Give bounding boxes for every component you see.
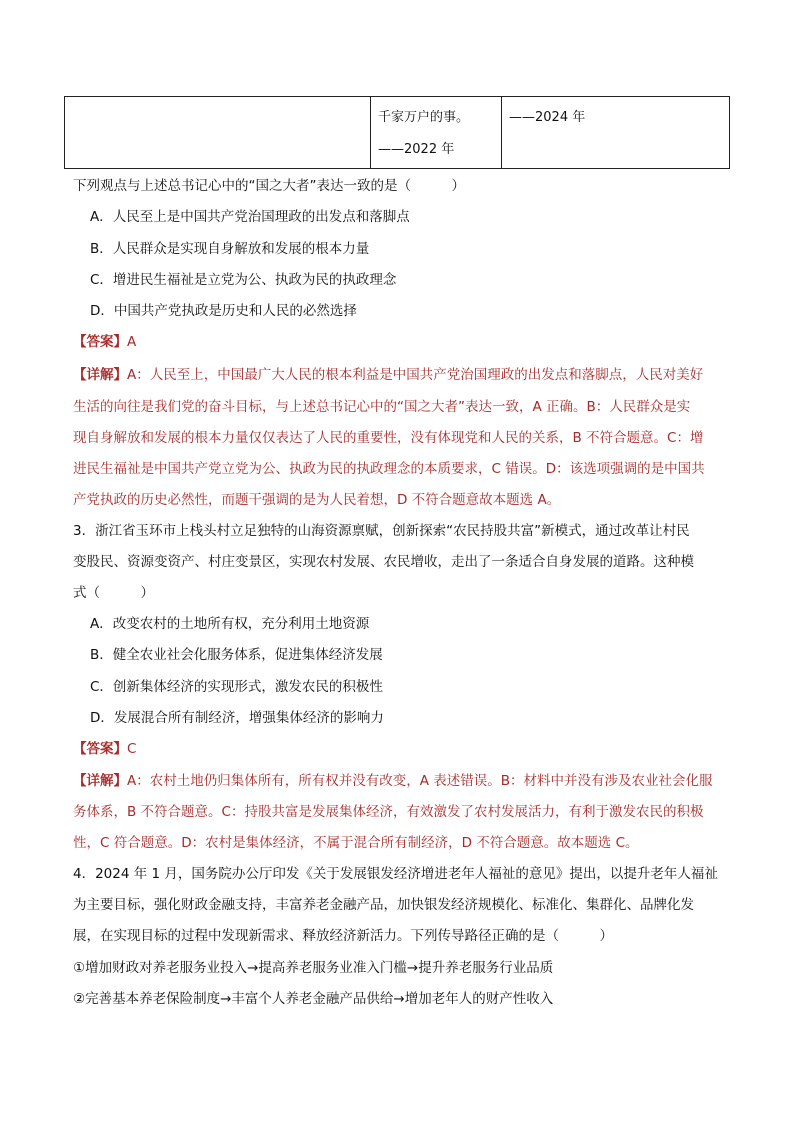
explanation-line: 性，C 符合题意。D：农村是集体经济，不属于混合所有制经济，D 不符合题意。故本题选 C。 bbox=[73, 835, 639, 851]
explanation-line: 进民生福祉是中国共产党立党为公、执政为民的执政理念的本质要求，C 错误。D：该选项强调的是中国共 bbox=[73, 461, 705, 477]
option-d: D．发展混合所有制经济，增强集体经济的影响力 bbox=[90, 710, 384, 726]
quote-table bbox=[64, 96, 730, 169]
question-stem: 变股民、资源变资产、村庄变景区，实现农村发展、农民增收，走出了一条适合自身发展的道路。这种模 bbox=[73, 554, 694, 570]
table-cell-text: 千家万户的事。 bbox=[378, 110, 470, 125]
answer-label: 【答案】 bbox=[73, 334, 127, 350]
question-stem: 展，在实现目标的过程中发现新需求、释放经济新活力。下列传导路径正确的是（ ） bbox=[73, 928, 613, 944]
transmission-path: ②完善基本养老保险制度→丰富个人养老金融产品供给→增加老年人的财产性收入 bbox=[73, 991, 554, 1007]
answer-label: 【答案】 bbox=[73, 741, 127, 757]
table-divider bbox=[370, 97, 371, 168]
explanation-line: 【详解】A：人民至上，中国最广大人民的根本利益是中国共产党治国理政的出发点和落脚点，人民对美好 bbox=[73, 367, 704, 383]
option-b: B．人民群众是实现自身解放和发展的根本力量 bbox=[90, 241, 370, 257]
question-stem: 为主要目标，强化财政金融支持，丰富养老金融产品，加快银发经济规模化、标准化、集群化、品牌化发 bbox=[73, 897, 694, 913]
explanation-line: 【详解】A：农村土地仍归集体所有，所有权并没有改变，A 表述错误。B：材料中并没有涉及农业社会化服 bbox=[73, 773, 713, 789]
explanation-label: 【详解】 bbox=[73, 773, 127, 789]
option-a: A．改变农村的土地所有权，充分利用土地资源 bbox=[90, 616, 370, 632]
table-cell-year: ——2024 年 bbox=[509, 110, 586, 125]
option-c: C．增进民生福祉是立党为公、执政为民的执政理念 bbox=[90, 272, 397, 288]
explanation-line: 生活的向往是我们党的奋斗目标，与上述总书记心中的“国之大者”表达一致，A 正确。B：人民群众是实 bbox=[73, 399, 691, 415]
answer-value: C bbox=[127, 741, 137, 757]
explanation-line: 务体系，B 不符合题意。C：持股共富是发展集体经济，有效激发了农村发展活力，有利于激发农民的积极 bbox=[73, 804, 704, 820]
table-divider bbox=[501, 97, 502, 168]
answer bbox=[73, 740, 136, 758]
question-stem: 3．浙江省玉环市上栈头村立足独特的山海资源禀赋，创新探索“农民持股共富”新模式，通过改革让村民 bbox=[73, 523, 690, 539]
answer bbox=[73, 333, 136, 351]
option-a: A．人民至上是中国共产党治国理政的出发点和落脚点 bbox=[90, 209, 410, 225]
question-stem: 下列观点与上述总书记心中的“国之大者”表达一致的是（ ） bbox=[73, 178, 465, 194]
option-d: D．中国共产党执政是历史和人民的必然选择 bbox=[90, 303, 357, 319]
table-cell-year: ——2022 年 bbox=[378, 142, 455, 157]
explanation-label: 【详解】 bbox=[73, 367, 127, 383]
explanation-line: 现自身解放和发展的根本力量仅仅表达了人民的重要性，没有体现党和人民的关系，B 不符合题意。C：增 bbox=[73, 430, 704, 446]
transmission-path: ①增加财政对养老服务业投入→提高养老服务业准入门槛→提升养老服务行业品质 bbox=[73, 960, 554, 976]
explanation-line: 产党执政的历史必然性，而题干强调的是为人民着想，D 不符合题意故本题选 A。 bbox=[73, 492, 561, 508]
question-stem: 4．2024 年 1 月，国务院办公厅印发《关于发展银发经济增进老年人福祉的意见》提出，以提升老年人福祉 bbox=[73, 866, 718, 882]
question-stem: 式（ ） bbox=[73, 585, 154, 601]
option-c: C．创新集体经济的实现形式，激发农民的积极性 bbox=[90, 679, 383, 695]
option-b: B．健全农业社会化服务体系，促进集体经济发展 bbox=[90, 647, 383, 663]
answer-value: A bbox=[127, 334, 137, 350]
